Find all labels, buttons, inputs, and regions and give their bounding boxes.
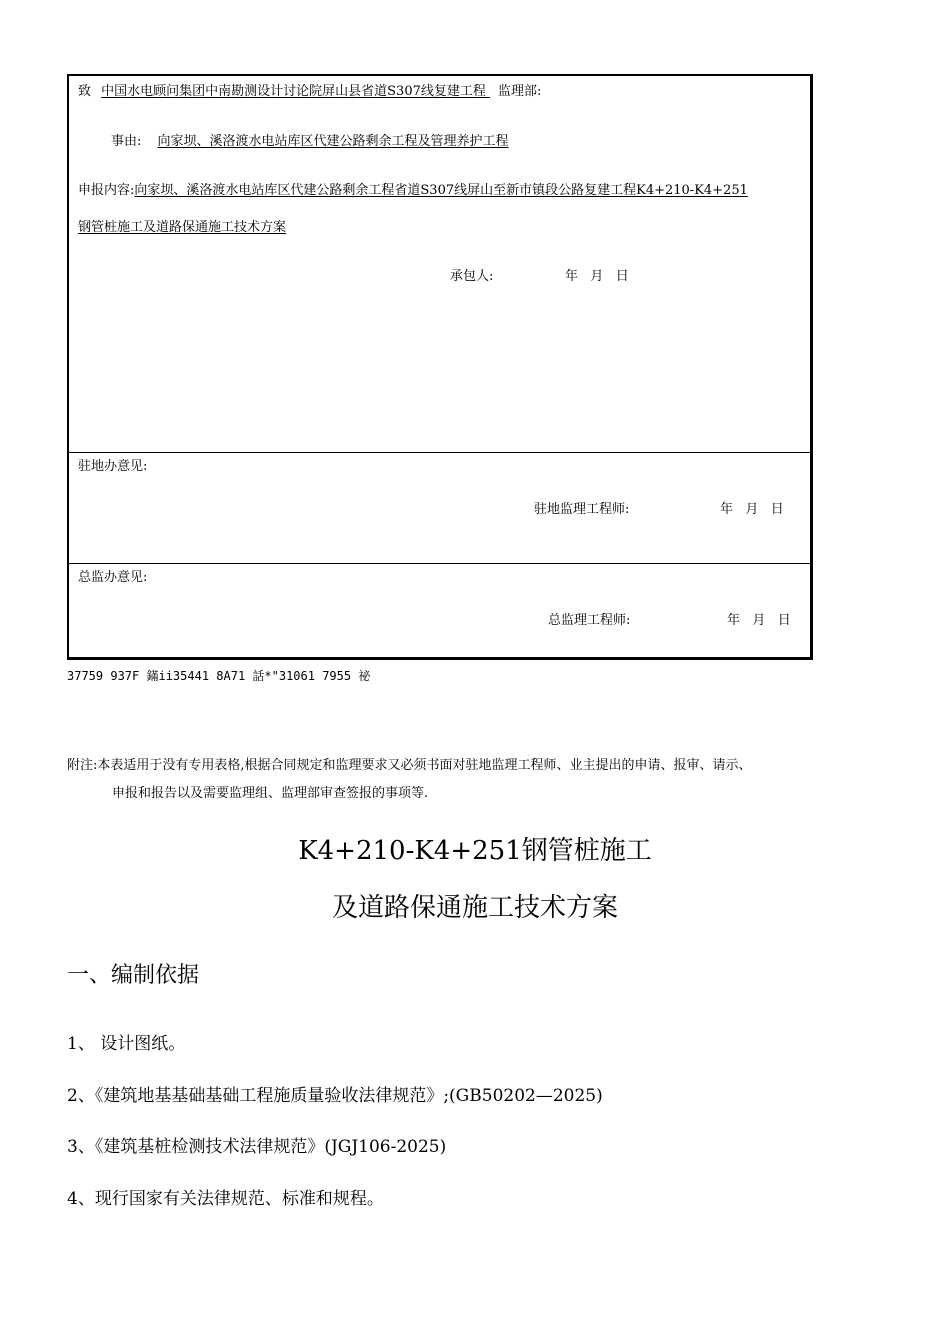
addressee-unit: 中国水电顾问集团中南勘测设计讨论院屏山县省道S307线复建工程 [101, 84, 491, 99]
addressee-line [78, 84, 541, 100]
content-value-2: 钢管桩施工及道路保通施工技术方案 [78, 220, 287, 235]
note-block [67, 752, 887, 808]
resident-office-section [69, 452, 810, 563]
list-item: 3、《建筑基桩检测技术法律规范》(JGJ106-2025) [67, 1137, 447, 1157]
note-line-2: 申报和报告以及需要监理组、监理部审查签报的事项等. [112, 786, 429, 801]
content-line-1 [78, 183, 748, 199]
content-value-1: 向家坝、溪洛渡水电站库区代建公路剩余工程省道S307线屏山至新市镇段公路复建工程K4+210-K4+251 [134, 183, 748, 198]
approval-form [67, 74, 813, 660]
document-title-line-2: 及道路保通施工技术方案 [331, 893, 618, 923]
list-item: 1、 设计图纸。 [67, 1034, 186, 1054]
subject-label: 事由: [111, 134, 142, 149]
application-section [69, 76, 810, 452]
subject-line [111, 134, 509, 150]
list-item: 4、现行国家有关法律规范、标准和规程。 [67, 1189, 384, 1209]
chief-date: 年 月 日 [727, 613, 791, 628]
section-heading: 一、编制依据 [67, 963, 200, 988]
footer-code: 37759 937F 鏋ii35441 8A71 話*"31061 7955 祕 [67, 669, 371, 683]
chief-opinion-label: 总监办意见: [78, 570, 148, 585]
subject-value: 向家坝、溪洛渡水电站库区代建公路剩余工程及管理养护工程 [157, 134, 509, 149]
chief-engineer-label: 总监理工程师: [548, 613, 631, 628]
contractor-date: 年 月 日 [565, 269, 629, 284]
note-line-1: 附注:本表适用于没有专用表格,根据合同规定和监理要求又必须书面对驻地监理工程师、业主提出的申请、报审、请示、 [67, 758, 752, 773]
content-label: 申报内容: [78, 183, 135, 198]
list-item: 2、《建筑地基基础基础工程施质量验收法律规范》;(GB50202—2025) [67, 1086, 603, 1106]
resident-date: 年 月 日 [720, 502, 784, 517]
resident-opinion-label: 驻地办意见: [78, 459, 148, 474]
chief-office-section [69, 563, 810, 659]
resident-engineer-label: 驻地监理工程师: [534, 502, 630, 517]
addressee-suffix: 监理部: [498, 84, 542, 99]
document-title-line-1: K4+210-K4+251钢管桩施工 [298, 836, 652, 866]
contractor-label: 承包人: [450, 269, 494, 284]
addressee-prefix: 致 [78, 84, 92, 99]
